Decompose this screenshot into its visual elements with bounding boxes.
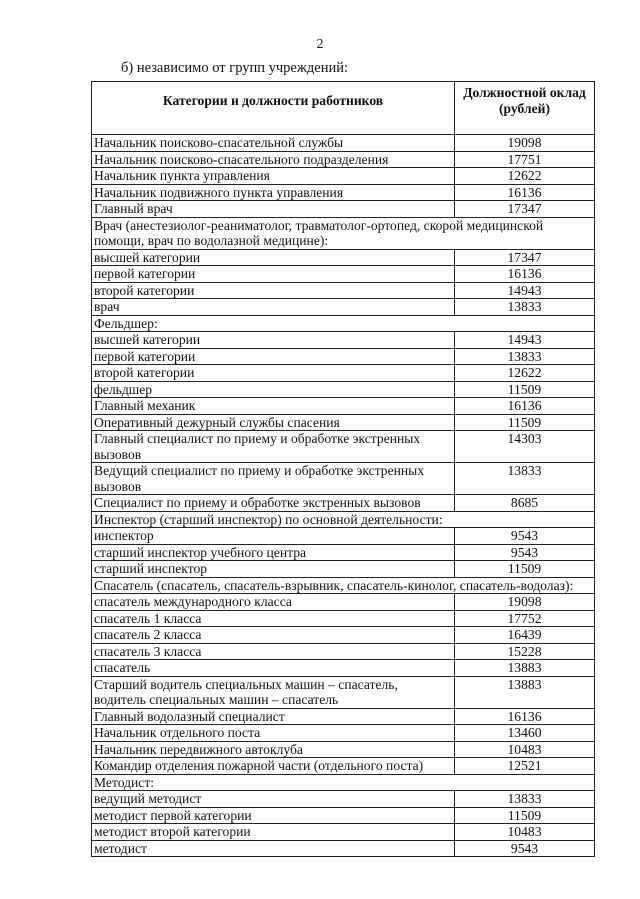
salary-cell: 11509 [455, 807, 595, 824]
salary-cell: 16136 [455, 266, 595, 283]
salary-cell: 17752 [455, 610, 595, 627]
salary-cell: 11509 [455, 561, 595, 578]
salary-cell: 19098 [455, 594, 595, 611]
table-row [92, 544, 595, 561]
salary-cell: 16136 [455, 708, 595, 725]
position-cell: старший инспектор учебного центра [92, 544, 455, 561]
table-row [92, 332, 595, 349]
position-cell: Начальник пункта управления [92, 168, 455, 185]
table-row [92, 431, 595, 463]
table-row [92, 414, 595, 431]
table-row [92, 201, 595, 218]
group-title: Фельдшер: [92, 315, 595, 332]
salary-cell: 13460 [455, 725, 595, 742]
position-cell: Начальник подвижного пункта управления [92, 184, 455, 201]
salary-cell: 16136 [455, 398, 595, 415]
position-cell: второй категории [92, 282, 455, 299]
table-row [92, 708, 595, 725]
position-cell: фельдшер [92, 381, 455, 398]
table-row [92, 495, 595, 512]
position-cell: высшей категории [92, 249, 455, 266]
table-row [92, 758, 595, 775]
position-cell: методист [92, 840, 455, 857]
table-row [92, 365, 595, 382]
table-row [92, 266, 595, 283]
group-title: Спасатель (спасатель, спасатель-взрывник, спасатель-кинолог, спасатель-водолаз): [92, 577, 595, 594]
position-cell: Старший водитель специальных машин – спасатель, водитель специальных машин – спасатель [92, 676, 455, 708]
table-header-row [92, 82, 595, 135]
table-row [92, 151, 595, 168]
salary-cell: 9543 [455, 840, 595, 857]
position-cell: второй категории [92, 365, 455, 382]
table-row [92, 249, 595, 266]
salary-cell: 14303 [455, 431, 595, 463]
table-row [92, 627, 595, 644]
salary-cell: 10483 [455, 741, 595, 758]
table-row [92, 840, 595, 857]
position-cell: спасатель [92, 660, 455, 677]
table-row [92, 381, 595, 398]
salary-cell: 17347 [455, 201, 595, 218]
table-row [92, 791, 595, 808]
salary-cell: 13833 [455, 348, 595, 365]
position-cell: ведущий методист [92, 791, 455, 808]
position-cell: Начальник передвижного автоклуба [92, 741, 455, 758]
page-number: 2 [316, 37, 324, 52]
table-row [92, 348, 595, 365]
table-row [92, 282, 595, 299]
salary-cell: 14943 [455, 282, 595, 299]
table-row [92, 660, 595, 677]
position-cell: спасатель 3 класса [92, 643, 455, 660]
table-row [92, 184, 595, 201]
position-cell: методист второй категории [92, 824, 455, 841]
position-cell: Специалист по приему и обработке экстренных вызовов [92, 495, 455, 512]
position-cell: Главный механик [92, 398, 455, 415]
salary-table [91, 81, 595, 857]
table-group-row [92, 217, 595, 249]
table-body [92, 135, 595, 857]
table-row [92, 168, 595, 185]
position-cell: первой категории [92, 348, 455, 365]
position-cell: спасатель 2 класса [92, 627, 455, 644]
salary-cell: 19098 [455, 135, 595, 152]
intro-text: б) независимо от групп учреждений: [121, 60, 349, 76]
position-cell: старший инспектор [92, 561, 455, 578]
position-cell: методист первой категории [92, 807, 455, 824]
table-row [92, 807, 595, 824]
table-row [92, 135, 595, 152]
position-cell: Начальник поисково-спасательного подразделения [92, 151, 455, 168]
table-row [92, 824, 595, 841]
position-cell: врач [92, 299, 455, 316]
salary-cell: 8685 [455, 495, 595, 512]
table-row [92, 561, 595, 578]
header-position: Категории и должности работников [92, 82, 455, 135]
table-row [92, 528, 595, 545]
salary-cell: 13833 [455, 299, 595, 316]
group-title: Врач (анестезиолог-реаниматолог, травматолог-ортопед, скорой медицинской помощи, врач по водолазной медицине): [92, 217, 595, 249]
table-row [92, 299, 595, 316]
position-cell: высшей категории [92, 332, 455, 349]
salary-cell: 13883 [455, 660, 595, 677]
salary-cell: 16439 [455, 627, 595, 644]
table-row [92, 741, 595, 758]
position-cell: Начальник отдельного поста [92, 725, 455, 742]
salary-cell: 17347 [455, 249, 595, 266]
table-row [92, 725, 595, 742]
position-cell: Ведущий специалист по приему и обработке экстренных вызовов [92, 463, 455, 495]
salary-cell: 15228 [455, 643, 595, 660]
position-cell: Главный специалист по приему и обработке экстренных вызовов [92, 431, 455, 463]
salary-cell: 10483 [455, 824, 595, 841]
position-cell: инспектор [92, 528, 455, 545]
salary-cell: 9543 [455, 528, 595, 545]
table-row [92, 643, 595, 660]
position-cell: Главный водолазный специалист [92, 708, 455, 725]
table-group-row [92, 577, 595, 594]
salary-cell: 12622 [455, 365, 595, 382]
position-cell: Начальник поисково-спасательной службы [92, 135, 455, 152]
position-cell: Командир отделения пожарной части (отдельного поста) [92, 758, 455, 775]
position-cell: первой категории [92, 266, 455, 283]
position-cell: спасатель 1 класса [92, 610, 455, 627]
salary-cell: 16136 [455, 184, 595, 201]
salary-cell: 12521 [455, 758, 595, 775]
salary-cell: 11509 [455, 381, 595, 398]
position-cell: Оперативный дежурный службы спасения [92, 414, 455, 431]
table-row [92, 463, 595, 495]
group-title: Методист: [92, 774, 595, 791]
table-row [92, 610, 595, 627]
salary-cell: 9543 [455, 544, 595, 561]
position-cell: спасатель международного класса [92, 594, 455, 611]
salary-cell: 13883 [455, 676, 595, 708]
table-group-row [92, 774, 595, 791]
salary-cell: 13833 [455, 791, 595, 808]
table-row [92, 594, 595, 611]
table-row [92, 398, 595, 415]
position-cell: Главный врач [92, 201, 455, 218]
salary-cell: 17751 [455, 151, 595, 168]
group-title: Инспектор (старший инспектор) по основной деятельности: [92, 511, 595, 528]
table-group-row [92, 511, 595, 528]
header-salary: Должностной оклад (рублей) [455, 82, 595, 135]
salary-cell: 11509 [455, 414, 595, 431]
salary-cell: 14943 [455, 332, 595, 349]
table-group-row [92, 315, 595, 332]
table-row [92, 676, 595, 708]
salary-cell: 12622 [455, 168, 595, 185]
salary-cell: 13833 [455, 463, 595, 495]
